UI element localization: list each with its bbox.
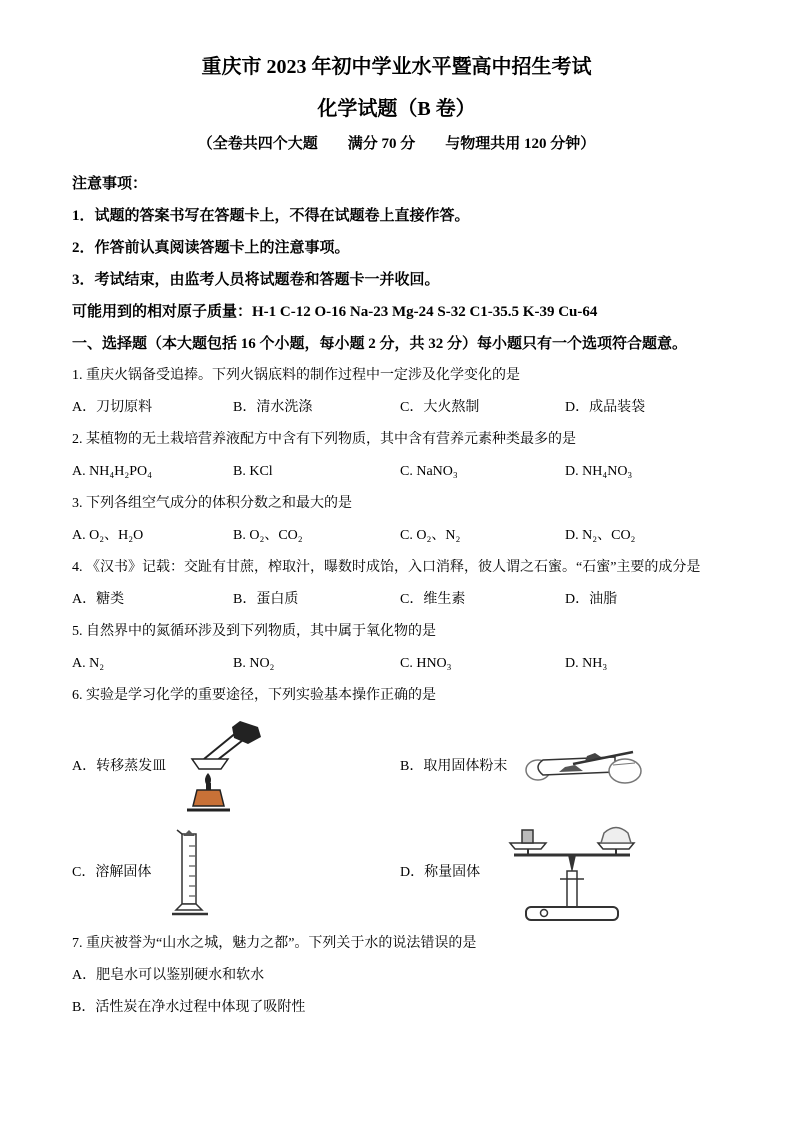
question-6-option-d-cell <box>400 821 721 925</box>
question-6-stem: 6. 实验是学习化学的重要途径，下列实验基本操作正确的是 <box>72 688 436 703</box>
question-4-option-d: D．油脂 <box>565 592 618 607</box>
question-2-option-c: C. NaNO₃ <box>400 464 458 479</box>
question-6-option-b-cell <box>400 719 721 815</box>
question-6-figure-grid <box>72 719 721 925</box>
exam-meta-line: （全卷共四个大题 满分 70 分 与物理共用 120 分钟） <box>197 136 596 152</box>
question-5-option-c: C. HNO₃ <box>400 656 452 671</box>
graduated-cylinder-figure <box>169 828 211 918</box>
section-heading: 一、选择题（本大题包括 16 个小题，每小题 2 分，共 32 分）每小题只有一个选项符合题意。 <box>72 336 688 352</box>
question-1-stem: 1. 重庆火锅备受追捧。下列火锅底料的制作过程中一定涉及化学变化的是 <box>72 368 520 383</box>
question-1-option-a: A．刀切原料 <box>72 400 153 415</box>
question-3-options <box>72 527 721 545</box>
question-4-stem: 4. 《汉书》记载：交趾有甘蔗，榨取汁，曝数时成饴，入口消释，彼人谓之石蜜。“石蜜”主要的成分是 <box>72 560 701 575</box>
question-5-stem: 5. 自然界中的氮循环涉及到下列物质，其中属于氧化物的是 <box>72 624 436 639</box>
notice-line-3: 3．考试结束，由监考人员将试题卷和答题卡一并收回。 <box>72 272 440 288</box>
question-3-option-c: C. O₂、N₂ <box>400 528 461 543</box>
question-4-options <box>72 591 721 609</box>
test-tube-powder-figure <box>525 745 643 789</box>
question-7-option-b: B．活性炭在净水过程中体现了吸附性 <box>72 1000 306 1015</box>
question-1-option-d: D．成品装袋 <box>565 400 646 415</box>
question-1-option-c: C．大火熬制 <box>400 400 480 415</box>
question-6-option-a: A．转移蒸发皿 <box>72 759 167 774</box>
question-3-option-a: A. O₂、H₂O <box>72 528 144 543</box>
question-3-option-d: D. N₂、CO₂ <box>565 528 636 543</box>
question-3-stem: 3. 下列各组空气成分的体积分数之和最大的是 <box>72 496 352 511</box>
question-6-option-b: B．取用固体粉末 <box>400 759 508 774</box>
notice-line-1: 1．试题的答案书写在答题卡上，不得在试题卷上直接作答。 <box>72 208 470 224</box>
question-1-options <box>72 399 721 417</box>
question-1-option-b: B．清水洗涤 <box>233 400 313 415</box>
question-4-option-b: B．蛋白质 <box>233 592 299 607</box>
exam-subtitle: 化学试题（B 卷） <box>317 98 476 120</box>
notice-line-2: 2．作答前认真阅读答题卡上的注意事项。 <box>72 240 350 256</box>
question-2-options <box>72 463 721 481</box>
question-5-option-b: B. NO₂ <box>233 656 275 671</box>
question-4-option-a: A．糖类 <box>72 592 125 607</box>
notice-heading: 注意事项： <box>72 176 148 192</box>
question-2-stem: 2. 某植物的无土栽培营养液配方中含有下列物质，其中含有营养元素种类最多的是 <box>72 432 576 447</box>
question-5-option-a: A. N₂ <box>72 656 105 671</box>
question-7-stem: 7. 重庆被誉为“山水之城，魅力之都”。下列关于水的说法错误的是 <box>72 936 477 951</box>
question-6-option-d: D．称量固体 <box>400 865 481 880</box>
question-6-option-c: C．溶解固体 <box>72 865 152 880</box>
question-4-option-c: C．维生素 <box>400 592 466 607</box>
question-2-option-a: A. NH₄H₂PO₄ <box>72 464 152 479</box>
question-6-option-a-cell <box>72 719 400 815</box>
question-6-option-c-cell <box>72 821 400 925</box>
question-2-option-d: D. NH₄NO₃ <box>565 464 633 479</box>
question-7-option-a: A．肥皂水可以鉴别硬水和软水 <box>72 968 265 983</box>
atomic-mass-line: 可能用到的相对原子质量：H-1 C-12 O-16 Na-23 Mg-24 S-32 C1-35.5 K-39 Cu-64 <box>72 304 598 320</box>
question-2-option-b: B. KCl <box>233 464 273 479</box>
balance-scale-figure <box>498 821 646 925</box>
evaporating-dish-transfer-figure <box>184 719 266 815</box>
question-5-option-d: D. NH₃ <box>565 656 608 671</box>
exam-title: 重庆市 2023 年初中学业水平暨高中招生考试 <box>201 56 592 78</box>
question-3-option-b: B. O₂、CO₂ <box>233 528 303 543</box>
question-5-options <box>72 655 721 673</box>
